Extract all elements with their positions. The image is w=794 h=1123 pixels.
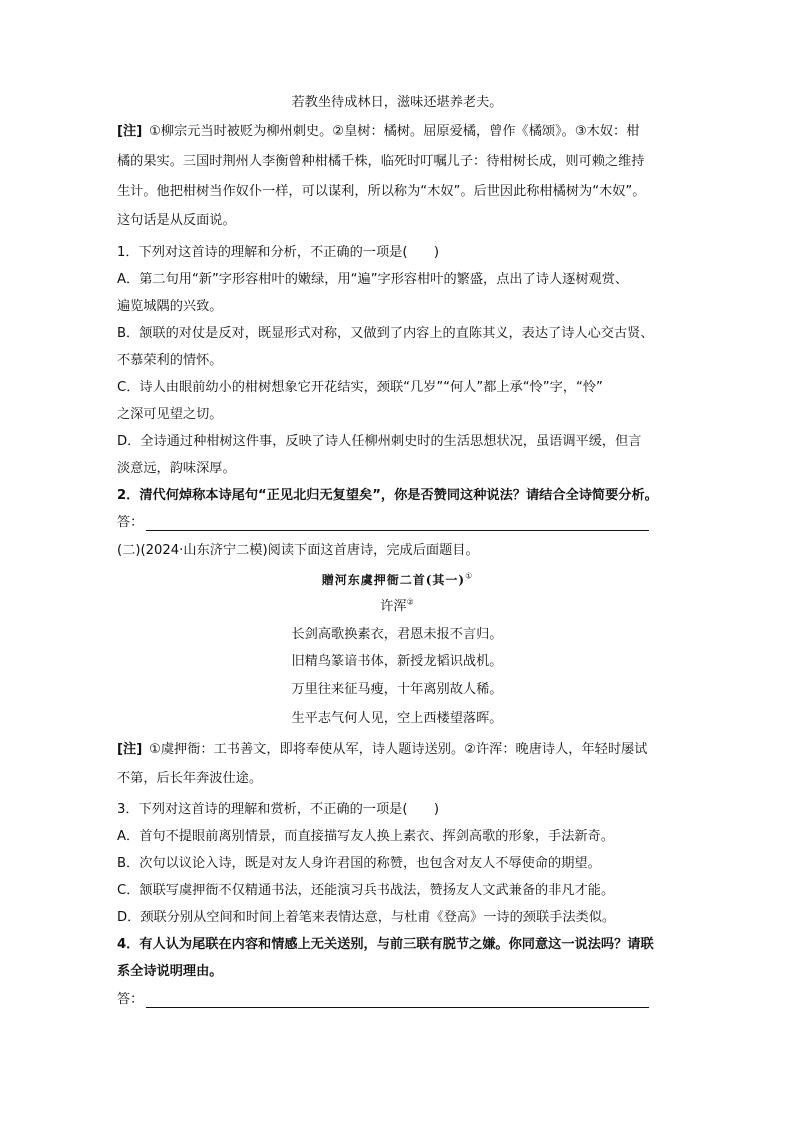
note2-tag: [注]: [117, 742, 143, 757]
q1-option: 不慕荣利的情怀。: [117, 353, 223, 368]
q3-option: A．首句不提眼前离别情景，而直接描写友人换上素衣、挥剑高歌的形象，手法新奇。: [117, 829, 614, 844]
note1-line: 这句话是从反面说。: [117, 213, 236, 228]
q2-stem: 2．清代何焯称本诗尾句“正见北归无复望矣”，你是否赞同这种说法？请结合全诗简要分析。: [117, 488, 658, 503]
q4-answer-line[interactable]: [146, 1007, 649, 1008]
note1-line: 橘的果实。三国时荆州人李衡曾种柑橘千株，临死时叮嘱儿子：待柑树长成，则可赖之维持: [117, 154, 645, 169]
q1-option: 遍览城隅的兴致。: [117, 299, 223, 314]
q3-option: D．颈联分别从空间和时间上着笔来表情达意，与杜甫《登高》一诗的颈联手法类似。: [117, 910, 616, 925]
note2-line: 不第，后长年奔波仕途。: [117, 771, 263, 786]
q1-stem: 1．下列对这首诗的理解和分析，不正确的一项是( ): [117, 245, 439, 260]
q4-stem-line: 4．有人认为尾联在内容和情感上无关送别，与前三联有脱节之嫌。你同意这一说法吗？请联: [117, 937, 654, 952]
q2-answer-label: 答：: [117, 515, 144, 530]
poem2-line: 生平志气何人见，空上西楼望落晖。: [291, 711, 503, 726]
q1-option: A．第二句用“新”字形容柑叶的嫩绿，用“遍”字形容柑叶的繁盛，点出了诗人逐树观赏、: [117, 272, 629, 287]
q1-option: 之深可见望之切。: [117, 407, 223, 422]
note1-tag: [注]: [117, 124, 143, 139]
note1-line: 生计。他把柑树当作奴仆一样，可以谋利，所以称为“木奴”。后世因此称柑橘树为“木奴”。: [117, 184, 646, 199]
poem2-author-name: 许浑: [380, 599, 407, 614]
poem2-line: 长剑高歌换素衣，君恩未报不言归。: [291, 627, 503, 642]
q3-option: C．颔联写虞押衙不仅精通书法，还能演习兵书战法，赞扬友人文武兼备的非凡才能。: [117, 883, 615, 898]
poem1-last-line: 若教坐待成林日，滋味还堪养老夫。: [291, 95, 503, 110]
poem2-author-note: ②: [406, 597, 414, 607]
q3-stem: 3．下列对这首诗的理解和赏析，不正确的一项是( ): [117, 802, 439, 817]
poem2-line: 万里往来征马瘦，十年离别故人稀。: [291, 682, 503, 697]
q1-option: D．全诗通过种柑树这件事，反映了诗人任柳州刺史时的生活思想状况，虽语调平缓，但言: [117, 434, 642, 449]
poem2-line: 旧精鸟篆谙书体，新授龙韬识战机。: [291, 654, 503, 669]
poem2-title-text: 贈河东虞押衙二首(其一): [321, 573, 466, 587]
poem2-title: [0, 570, 794, 591]
poem2-title-note: ①: [465, 571, 473, 581]
q4-answer-label: 答：: [117, 992, 144, 1007]
q1-option: C．诗人由眼前幼小的柑树想象它开花结实，颈联“几岁”“何人”都上承“怜”字，“怜”: [117, 380, 603, 395]
q3-option: B．次句以议论入诗，既是对友人身许君国的称赞，也包含对友人不辱使命的期望。: [117, 856, 601, 871]
note1-line: ①柳宗元当时被贬为柳州刺史。②皇树：橘树。屈原爱橘，曾作《橘颂》。③木奴：柑: [149, 124, 640, 139]
q1-option: B．颔联的对仗是反对，既显形式对称，又做到了内容上的直陈其义，表达了诗人心交古贤、: [117, 326, 654, 341]
note2-line: ①虞押衙：工书善文，即将奉使从军，诗人题诗送别。②许浑：晚唐诗人，年轻时屡试: [149, 742, 648, 757]
q2-answer-line[interactable]: [146, 530, 649, 531]
poem2-author: [0, 597, 794, 617]
section2-heading: (二)(2024·山东济宁二模)阅读下面这首唐诗，完成后面题目。: [117, 543, 479, 558]
q1-option: 淡意远，韵味深厚。: [117, 461, 236, 476]
q4-stem-line: 系全诗说明理由。: [117, 964, 223, 979]
